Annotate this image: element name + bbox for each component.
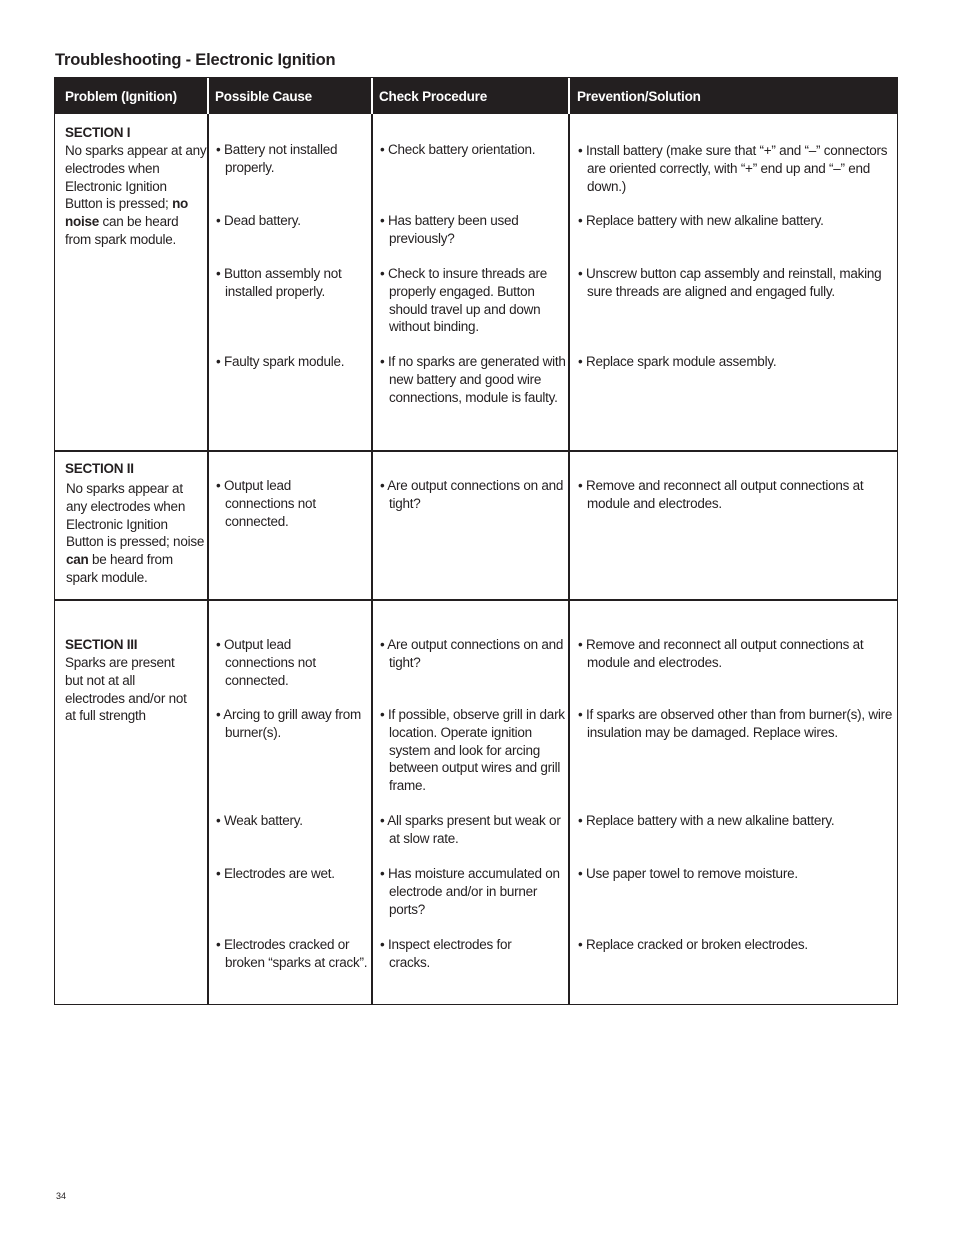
solution-cell: • Install battery (make sure that “+” and “–” connectors are oriented correctly, with “+” end up and “–” end down.) [578,143,888,194]
header-divider [207,78,209,114]
section-title: SECTION I [65,125,131,140]
section-problem: No sparks appear at any electrodes when Electronic Ignition Button is pressed; noise can be heard from spark module. [66,481,205,585]
page-number: 34 [56,1191,67,1201]
column-header-cause: Possible Cause [215,89,312,104]
check-cell: • If possible, observe grill in dark location. Operate ignition system and look for arcing between output wires and grill frame. [380,707,565,794]
check-cell: • Inspect electrodes for cracks. [380,937,512,970]
cause-cell: • Weak battery. [216,813,303,828]
check-cell: • If no sparks are generated with new battery and good wire connections, module is faulty. [380,354,566,405]
check-cell: • Has moisture accumulated on electrode and/or in burner ports? [380,866,560,917]
column-divider [207,78,209,1004]
section-divider [55,450,897,452]
check-cell: • Has battery been used previously? [380,213,519,246]
page-title: Troubleshooting - Electronic Ignition [55,51,336,69]
troubleshooting-table [54,77,898,1005]
solution-cell: • Remove and reconnect all output connections at module and electrodes. [578,637,864,670]
solution-cell: • Remove and reconnect all output connections at module and electrodes. [578,478,864,511]
section-title: SECTION II [65,461,134,476]
check-cell: • Check battery orientation. [380,142,536,157]
cause-cell: • Faulty spark module. [216,354,345,369]
table-header [55,78,897,114]
column-header-problem: Problem (Ignition) [65,89,177,104]
header-divider [568,78,570,114]
cause-cell: • Output lead connections not connected. [216,478,316,529]
solution-cell: • Replace battery with new alkaline battery. [578,213,824,228]
cause-cell: • Electrodes are wet. [216,866,335,881]
solution-cell: • Unscrew button cap assembly and reinstall, making sure threads are aligned and engaged fully. [578,266,882,299]
section-problem: No sparks appear at any electrodes when Electronic Ignition Button is pressed; no noise can be heard from spark module. [65,143,207,247]
solution-cell: • Replace battery with a new alkaline battery. [578,813,835,828]
solution-cell: • Replace cracked or broken electrodes. [578,937,808,952]
section-title: SECTION III [65,637,138,652]
cause-cell: • Button assembly not installed properly. [216,266,342,299]
section-problem: Sparks are present but not at all electrodes and/or not at full strength [65,655,187,724]
solution-cell: • If sparks are observed other than from burner(s), wire insulation may be damaged. Replace wires. [578,707,893,740]
column-header-solution: Prevention/Solution [577,89,701,104]
column-header-check: Check Procedure [379,89,488,104]
cause-cell: • Dead battery. [216,213,301,228]
cause-cell: • Output lead connections not connected. [216,637,316,688]
header-divider [371,78,373,114]
check-cell: • Are output connections on and tight? [380,478,564,511]
check-cell: • All sparks present but weak or at slow rate. [380,813,561,846]
solution-cell: • Replace spark module assembly. [578,354,777,369]
cause-cell: • Arcing to grill away from burner(s). [216,707,362,740]
section-divider [55,599,897,601]
cause-cell: • Battery not installed properly. [216,142,338,175]
check-cell: • Are output connections on and tight? [380,637,564,670]
check-cell: • Check to insure threads are properly engaged. Button should travel up and down without binding. [380,266,548,335]
cause-cell: • Electrodes cracked or broken “sparks at crack”. [216,937,368,970]
solution-cell: • Use paper towel to remove moisture. [578,866,798,881]
